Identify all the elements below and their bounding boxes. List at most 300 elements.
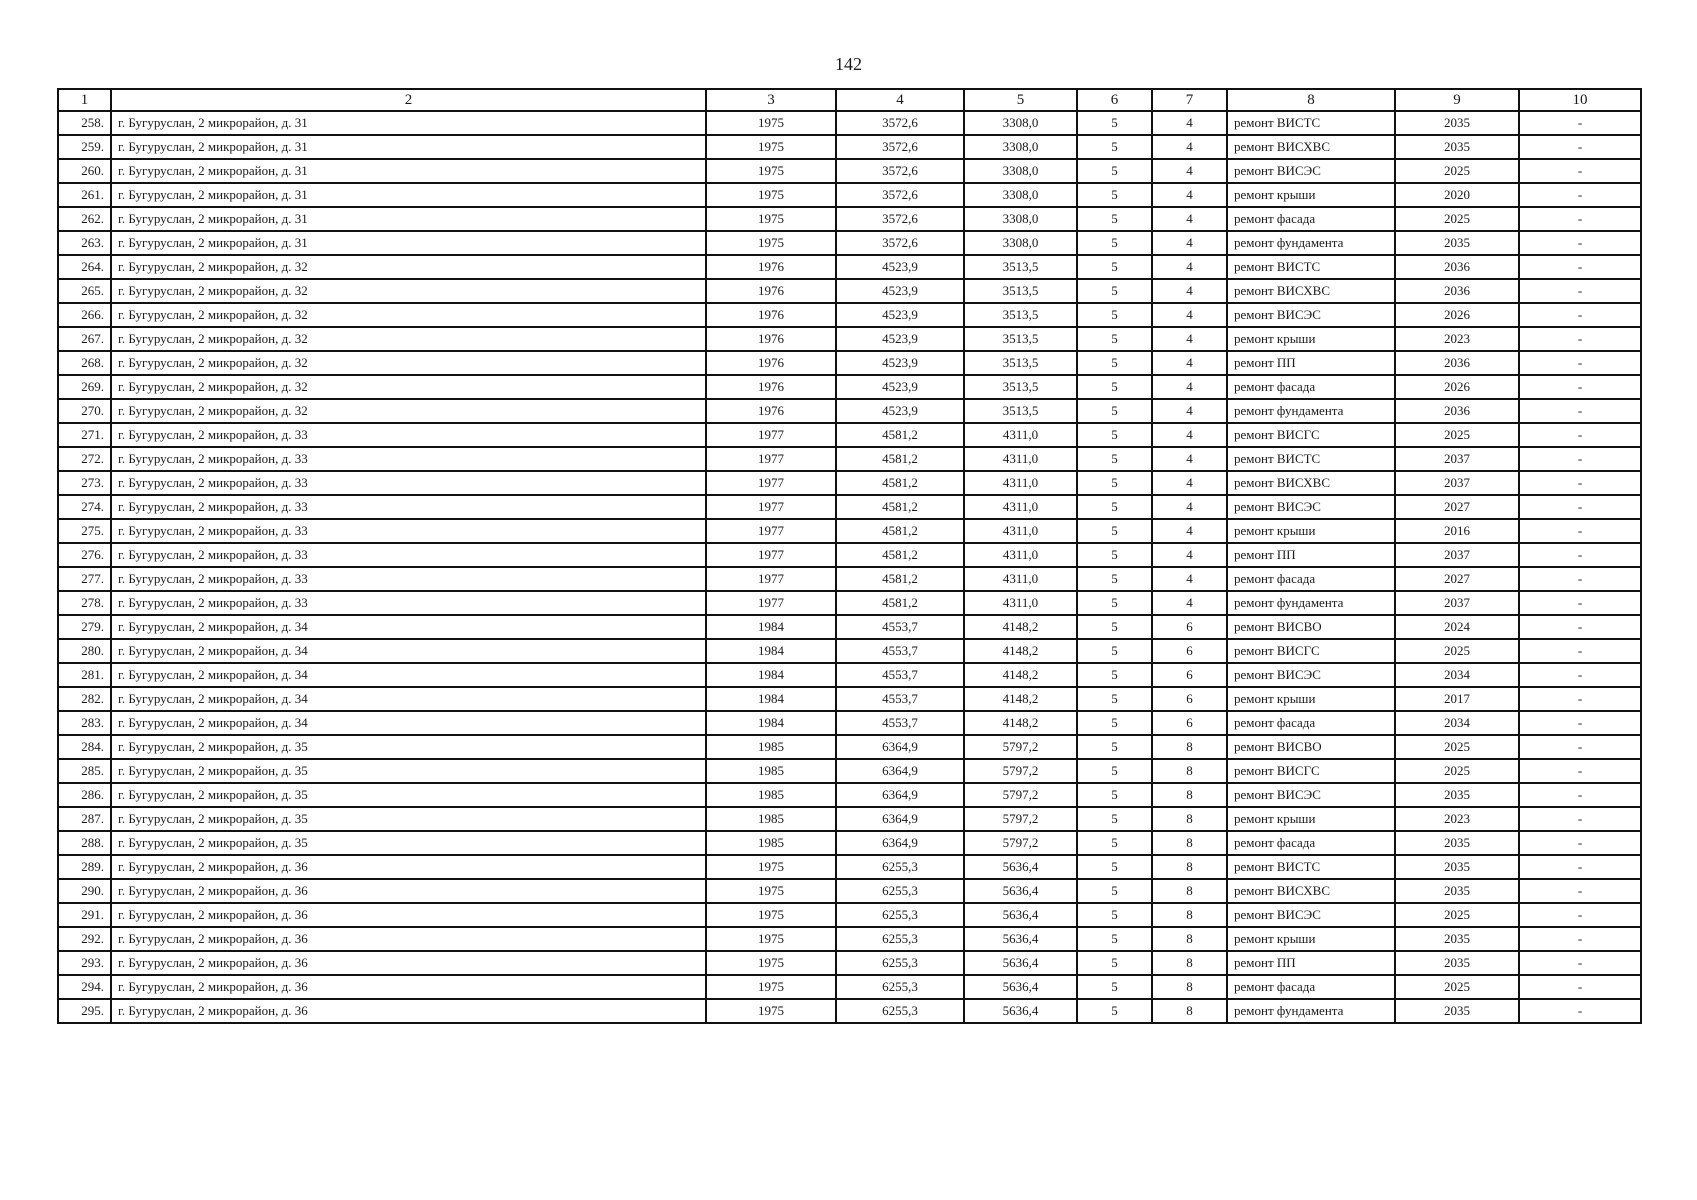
planned-year-cell: 2037 (1395, 447, 1519, 471)
column-header: 6 (1077, 89, 1152, 111)
entrances-cell: 4 (1152, 567, 1227, 591)
floors-cell: 5 (1077, 999, 1152, 1023)
entrances-cell: 4 (1152, 495, 1227, 519)
page-number: 142 (835, 54, 862, 74)
row-number-cell: 273. (58, 471, 111, 495)
table-row (58, 855, 1641, 879)
entrances-cell: 4 (1152, 447, 1227, 471)
total-area-cell: 6255,3 (836, 879, 964, 903)
table-row (58, 447, 1641, 471)
year-cell: 1975 (706, 903, 836, 927)
work-type-cell: ремонт фасада (1227, 831, 1395, 855)
note-cell: - (1519, 471, 1641, 495)
work-type-cell: ремонт ВИСГС (1227, 639, 1395, 663)
address-cell: г. Бугуруслан, 2 микрорайон, д. 36 (111, 951, 706, 975)
work-type-cell: ремонт крыши (1227, 327, 1395, 351)
living-area-cell: 3513,5 (964, 327, 1077, 351)
note-cell: - (1519, 231, 1641, 255)
entrances-cell: 4 (1152, 231, 1227, 255)
floors-cell: 5 (1077, 831, 1152, 855)
column-header: 5 (964, 89, 1077, 111)
address-cell: г. Бугуруслан, 2 микрорайон, д. 36 (111, 855, 706, 879)
table-row (58, 471, 1641, 495)
total-area-cell: 4553,7 (836, 663, 964, 687)
living-area-cell: 4148,2 (964, 639, 1077, 663)
total-area-cell: 6364,9 (836, 831, 964, 855)
row-number-cell: 269. (58, 375, 111, 399)
row-number-cell: 277. (58, 567, 111, 591)
address-cell: г. Бугуруслан, 2 микрорайон, д. 36 (111, 999, 706, 1023)
year-cell: 1977 (706, 591, 836, 615)
total-area-cell: 4581,2 (836, 447, 964, 471)
planned-year-cell: 2026 (1395, 303, 1519, 327)
living-area-cell: 4311,0 (964, 543, 1077, 567)
total-area-cell: 6255,3 (836, 855, 964, 879)
entrances-cell: 4 (1152, 375, 1227, 399)
entrances-cell: 4 (1152, 399, 1227, 423)
column-header: 2 (111, 89, 706, 111)
work-type-cell: ремонт ВИСВО (1227, 615, 1395, 639)
address-cell: г. Бугуруслан, 2 микрорайон, д. 33 (111, 423, 706, 447)
note-cell: - (1519, 615, 1641, 639)
floors-cell: 5 (1077, 615, 1152, 639)
address-cell: г. Бугуруслан, 2 микрорайон, д. 31 (111, 111, 706, 135)
column-header: 8 (1227, 89, 1395, 111)
note-cell: - (1519, 183, 1641, 207)
total-area-cell: 4581,2 (836, 471, 964, 495)
work-type-cell: ремонт ВИСГС (1227, 759, 1395, 783)
address-cell: г. Бугуруслан, 2 микрорайон, д. 33 (111, 447, 706, 471)
table-row (58, 807, 1641, 831)
floors-cell: 5 (1077, 951, 1152, 975)
total-area-cell: 6364,9 (836, 807, 964, 831)
table-row (58, 687, 1641, 711)
planned-year-cell: 2035 (1395, 231, 1519, 255)
row-number-cell: 282. (58, 687, 111, 711)
address-cell: г. Бугуруслан, 2 микрорайон, д. 35 (111, 783, 706, 807)
planned-year-cell: 2035 (1395, 951, 1519, 975)
entrances-cell: 4 (1152, 471, 1227, 495)
planned-year-cell: 2027 (1395, 567, 1519, 591)
planned-year-cell: 2035 (1395, 855, 1519, 879)
row-number-cell: 274. (58, 495, 111, 519)
planned-year-cell: 2037 (1395, 543, 1519, 567)
entrances-cell: 8 (1152, 927, 1227, 951)
entrances-cell: 8 (1152, 951, 1227, 975)
table-row (58, 999, 1641, 1023)
living-area-cell: 4148,2 (964, 663, 1077, 687)
row-number-cell: 259. (58, 135, 111, 159)
entrances-cell: 4 (1152, 111, 1227, 135)
table-row (58, 927, 1641, 951)
note-cell: - (1519, 927, 1641, 951)
floors-cell: 5 (1077, 423, 1152, 447)
work-type-cell: ремонт ВИСХВС (1227, 279, 1395, 303)
floors-cell: 5 (1077, 207, 1152, 231)
total-area-cell: 3572,6 (836, 135, 964, 159)
table-row (58, 111, 1641, 135)
floors-cell: 5 (1077, 111, 1152, 135)
floors-cell: 5 (1077, 303, 1152, 327)
entrances-cell: 4 (1152, 423, 1227, 447)
table-row (58, 783, 1641, 807)
table-row (58, 423, 1641, 447)
year-cell: 1976 (706, 303, 836, 327)
entrances-cell: 6 (1152, 687, 1227, 711)
living-area-cell: 4148,2 (964, 615, 1077, 639)
note-cell: - (1519, 687, 1641, 711)
work-type-cell: ремонт ВИСЭС (1227, 663, 1395, 687)
work-type-cell: ремонт ПП (1227, 543, 1395, 567)
work-type-cell: ремонт фасада (1227, 207, 1395, 231)
floors-cell: 5 (1077, 231, 1152, 255)
living-area-cell: 3308,0 (964, 207, 1077, 231)
total-area-cell: 4581,2 (836, 495, 964, 519)
address-cell: г. Бугуруслан, 2 микрорайон, д. 35 (111, 831, 706, 855)
floors-cell: 5 (1077, 807, 1152, 831)
year-cell: 1976 (706, 279, 836, 303)
total-area-cell: 4523,9 (836, 303, 964, 327)
living-area-cell: 5797,2 (964, 831, 1077, 855)
entrances-cell: 6 (1152, 639, 1227, 663)
planned-year-cell: 2034 (1395, 663, 1519, 687)
planned-year-cell: 2025 (1395, 159, 1519, 183)
living-area-cell: 3513,5 (964, 399, 1077, 423)
table-row (58, 399, 1641, 423)
entrances-cell: 8 (1152, 735, 1227, 759)
row-number-cell: 290. (58, 879, 111, 903)
living-area-cell: 5797,2 (964, 783, 1077, 807)
entrances-cell: 8 (1152, 879, 1227, 903)
entrances-cell: 4 (1152, 351, 1227, 375)
column-header: 10 (1519, 89, 1641, 111)
note-cell: - (1519, 831, 1641, 855)
address-cell: г. Бугуруслан, 2 микрорайон, д. 31 (111, 135, 706, 159)
living-area-cell: 5636,4 (964, 975, 1077, 999)
entrances-cell: 6 (1152, 663, 1227, 687)
living-area-cell: 5636,4 (964, 951, 1077, 975)
living-area-cell: 3308,0 (964, 111, 1077, 135)
work-type-cell: ремонт ВИСТС (1227, 255, 1395, 279)
year-cell: 1984 (706, 687, 836, 711)
address-cell: г. Бугуруслан, 2 микрорайон, д. 34 (111, 687, 706, 711)
floors-cell: 5 (1077, 327, 1152, 351)
floors-cell: 5 (1077, 279, 1152, 303)
work-type-cell: ремонт ВИСТС (1227, 855, 1395, 879)
year-cell: 1985 (706, 807, 836, 831)
entrances-cell: 4 (1152, 591, 1227, 615)
row-number-cell: 287. (58, 807, 111, 831)
row-number-cell: 291. (58, 903, 111, 927)
entrances-cell: 4 (1152, 279, 1227, 303)
row-number-cell: 263. (58, 231, 111, 255)
living-area-cell: 3513,5 (964, 303, 1077, 327)
year-cell: 1975 (706, 111, 836, 135)
address-cell: г. Бугуруслан, 2 микрорайон, д. 34 (111, 639, 706, 663)
work-type-cell: ремонт ВИСГС (1227, 423, 1395, 447)
entrances-cell: 6 (1152, 615, 1227, 639)
planned-year-cell: 2035 (1395, 879, 1519, 903)
note-cell: - (1519, 735, 1641, 759)
table-body (58, 111, 1641, 1023)
living-area-cell: 4311,0 (964, 591, 1077, 615)
total-area-cell: 3572,6 (836, 231, 964, 255)
total-area-cell: 4523,9 (836, 351, 964, 375)
address-cell: г. Бугуруслан, 2 микрорайон, д. 32 (111, 375, 706, 399)
year-cell: 1977 (706, 543, 836, 567)
work-type-cell: ремонт ВИСЭС (1227, 303, 1395, 327)
floors-cell: 5 (1077, 903, 1152, 927)
note-cell: - (1519, 519, 1641, 543)
year-cell: 1975 (706, 135, 836, 159)
table-row (58, 207, 1641, 231)
row-number-cell: 262. (58, 207, 111, 231)
table-row (58, 159, 1641, 183)
note-cell: - (1519, 711, 1641, 735)
row-number-cell: 279. (58, 615, 111, 639)
planned-year-cell: 2035 (1395, 999, 1519, 1023)
living-area-cell: 4311,0 (964, 495, 1077, 519)
work-type-cell: ремонт фасада (1227, 711, 1395, 735)
note-cell: - (1519, 807, 1641, 831)
table-row (58, 639, 1641, 663)
address-cell: г. Бугуруслан, 2 микрорайон, д. 32 (111, 351, 706, 375)
year-cell: 1975 (706, 999, 836, 1023)
year-cell: 1976 (706, 327, 836, 351)
total-area-cell: 6364,9 (836, 735, 964, 759)
entrances-cell: 4 (1152, 543, 1227, 567)
floors-cell: 5 (1077, 855, 1152, 879)
living-area-cell: 4311,0 (964, 423, 1077, 447)
work-type-cell: ремонт фундамента (1227, 999, 1395, 1023)
total-area-cell: 3572,6 (836, 207, 964, 231)
total-area-cell: 6255,3 (836, 999, 964, 1023)
year-cell: 1976 (706, 351, 836, 375)
table-row (58, 327, 1641, 351)
year-cell: 1985 (706, 759, 836, 783)
living-area-cell: 3308,0 (964, 159, 1077, 183)
address-cell: г. Бугуруслан, 2 микрорайон, д. 33 (111, 543, 706, 567)
floors-cell: 5 (1077, 399, 1152, 423)
year-cell: 1975 (706, 855, 836, 879)
total-area-cell: 4553,7 (836, 687, 964, 711)
total-area-cell: 6255,3 (836, 903, 964, 927)
floors-cell: 5 (1077, 543, 1152, 567)
living-area-cell: 4148,2 (964, 711, 1077, 735)
living-area-cell: 3513,5 (964, 279, 1077, 303)
planned-year-cell: 2023 (1395, 327, 1519, 351)
row-number-cell: 267. (58, 327, 111, 351)
column-header: 9 (1395, 89, 1519, 111)
year-cell: 1975 (706, 951, 836, 975)
entrances-cell: 8 (1152, 999, 1227, 1023)
table-row (58, 543, 1641, 567)
address-cell: г. Бугуруслан, 2 микрорайон, д. 35 (111, 759, 706, 783)
address-cell: г. Бугуруслан, 2 микрорайон, д. 31 (111, 231, 706, 255)
row-number-cell: 292. (58, 927, 111, 951)
floors-cell: 5 (1077, 591, 1152, 615)
planned-year-cell: 2025 (1395, 735, 1519, 759)
planned-year-cell: 2035 (1395, 927, 1519, 951)
note-cell: - (1519, 903, 1641, 927)
entrances-cell: 4 (1152, 207, 1227, 231)
entrances-cell: 4 (1152, 183, 1227, 207)
note-cell: - (1519, 159, 1641, 183)
row-number-cell: 284. (58, 735, 111, 759)
planned-year-cell: 2035 (1395, 135, 1519, 159)
address-cell: г. Бугуруслан, 2 микрорайон, д. 33 (111, 471, 706, 495)
living-area-cell: 4311,0 (964, 447, 1077, 471)
floors-cell: 5 (1077, 663, 1152, 687)
total-area-cell: 4581,2 (836, 543, 964, 567)
table-row (58, 279, 1641, 303)
row-number-cell: 285. (58, 759, 111, 783)
year-cell: 1975 (706, 207, 836, 231)
table-row (58, 951, 1641, 975)
entrances-cell: 8 (1152, 831, 1227, 855)
planned-year-cell: 2016 (1395, 519, 1519, 543)
work-type-cell: ремонт ВИСТС (1227, 111, 1395, 135)
floors-cell: 5 (1077, 159, 1152, 183)
total-area-cell: 6255,3 (836, 927, 964, 951)
planned-year-cell: 2025 (1395, 975, 1519, 999)
total-area-cell: 6364,9 (836, 759, 964, 783)
note-cell: - (1519, 999, 1641, 1023)
work-type-cell: ремонт крыши (1227, 519, 1395, 543)
entrances-cell: 4 (1152, 135, 1227, 159)
table-row (58, 735, 1641, 759)
address-cell: г. Бугуруслан, 2 микрорайон, д. 34 (111, 663, 706, 687)
table-row (58, 183, 1641, 207)
living-area-cell: 5636,4 (964, 999, 1077, 1023)
work-type-cell: ремонт фундамента (1227, 231, 1395, 255)
floors-cell: 5 (1077, 183, 1152, 207)
floors-cell: 5 (1077, 759, 1152, 783)
living-area-cell: 5797,2 (964, 759, 1077, 783)
floors-cell: 5 (1077, 135, 1152, 159)
row-number-cell: 276. (58, 543, 111, 567)
column-header: 4 (836, 89, 964, 111)
year-cell: 1985 (706, 783, 836, 807)
year-cell: 1984 (706, 639, 836, 663)
row-number-cell: 260. (58, 159, 111, 183)
table-row (58, 903, 1641, 927)
living-area-cell: 3513,5 (964, 351, 1077, 375)
planned-year-cell: 2035 (1395, 783, 1519, 807)
work-type-cell: ремонт ВИСЭС (1227, 495, 1395, 519)
work-type-cell: ремонт крыши (1227, 687, 1395, 711)
address-cell: г. Бугуруслан, 2 микрорайон, д. 32 (111, 327, 706, 351)
table-row (58, 255, 1641, 279)
work-type-cell: ремонт ВИСХВС (1227, 135, 1395, 159)
total-area-cell: 6255,3 (836, 951, 964, 975)
planned-year-cell: 2036 (1395, 279, 1519, 303)
year-cell: 1975 (706, 159, 836, 183)
row-number-cell: 278. (58, 591, 111, 615)
floors-cell: 5 (1077, 927, 1152, 951)
entrances-cell: 8 (1152, 783, 1227, 807)
total-area-cell: 4523,9 (836, 399, 964, 423)
year-cell: 1975 (706, 183, 836, 207)
note-cell: - (1519, 375, 1641, 399)
year-cell: 1984 (706, 711, 836, 735)
floors-cell: 5 (1077, 447, 1152, 471)
total-area-cell: 4581,2 (836, 567, 964, 591)
table-row (58, 567, 1641, 591)
planned-year-cell: 2025 (1395, 759, 1519, 783)
work-type-cell: ремонт фасада (1227, 975, 1395, 999)
work-type-cell: ремонт ВИСЭС (1227, 783, 1395, 807)
floors-cell: 5 (1077, 735, 1152, 759)
year-cell: 1975 (706, 927, 836, 951)
note-cell: - (1519, 951, 1641, 975)
living-area-cell: 3308,0 (964, 135, 1077, 159)
address-cell: г. Бугуруслан, 2 микрорайон, д. 36 (111, 903, 706, 927)
note-cell: - (1519, 543, 1641, 567)
work-type-cell: ремонт крыши (1227, 927, 1395, 951)
entrances-cell: 6 (1152, 711, 1227, 735)
address-cell: г. Бугуруслан, 2 микрорайон, д. 34 (111, 615, 706, 639)
note-cell: - (1519, 975, 1641, 999)
year-cell: 1977 (706, 447, 836, 471)
note-cell: - (1519, 879, 1641, 903)
living-area-cell: 3308,0 (964, 183, 1077, 207)
planned-year-cell: 2025 (1395, 423, 1519, 447)
table-row (58, 711, 1641, 735)
row-number-cell: 258. (58, 111, 111, 135)
year-cell: 1985 (706, 735, 836, 759)
entrances-cell: 4 (1152, 159, 1227, 183)
column-header: 1 (58, 89, 111, 111)
address-cell: г. Бугуруслан, 2 микрорайон, д. 31 (111, 207, 706, 231)
total-area-cell: 3572,6 (836, 111, 964, 135)
work-type-cell: ремонт ПП (1227, 351, 1395, 375)
row-number-cell: 295. (58, 999, 111, 1023)
row-number-cell: 288. (58, 831, 111, 855)
entrances-cell: 8 (1152, 807, 1227, 831)
living-area-cell: 3308,0 (964, 231, 1077, 255)
total-area-cell: 4523,9 (836, 327, 964, 351)
note-cell: - (1519, 447, 1641, 471)
planned-year-cell: 2026 (1395, 375, 1519, 399)
planned-year-cell: 2025 (1395, 207, 1519, 231)
address-cell: г. Бугуруслан, 2 микрорайон, д. 33 (111, 519, 706, 543)
floors-cell: 5 (1077, 255, 1152, 279)
note-cell: - (1519, 591, 1641, 615)
note-cell: - (1519, 663, 1641, 687)
row-number-cell: 293. (58, 951, 111, 975)
living-area-cell: 4311,0 (964, 471, 1077, 495)
entrances-cell: 4 (1152, 327, 1227, 351)
total-area-cell: 4553,7 (836, 639, 964, 663)
planned-year-cell: 2034 (1395, 711, 1519, 735)
address-cell: г. Бугуруслан, 2 микрорайон, д. 32 (111, 255, 706, 279)
living-area-cell: 5797,2 (964, 735, 1077, 759)
floors-cell: 5 (1077, 783, 1152, 807)
row-number-cell: 266. (58, 303, 111, 327)
table-row (58, 231, 1641, 255)
entrances-cell: 8 (1152, 759, 1227, 783)
row-number-cell: 281. (58, 663, 111, 687)
planned-year-cell: 2023 (1395, 807, 1519, 831)
table-row (58, 879, 1641, 903)
year-cell: 1977 (706, 519, 836, 543)
planned-year-cell: 2020 (1395, 183, 1519, 207)
year-cell: 1976 (706, 399, 836, 423)
note-cell: - (1519, 279, 1641, 303)
living-area-cell: 3513,5 (964, 375, 1077, 399)
planned-year-cell: 2017 (1395, 687, 1519, 711)
